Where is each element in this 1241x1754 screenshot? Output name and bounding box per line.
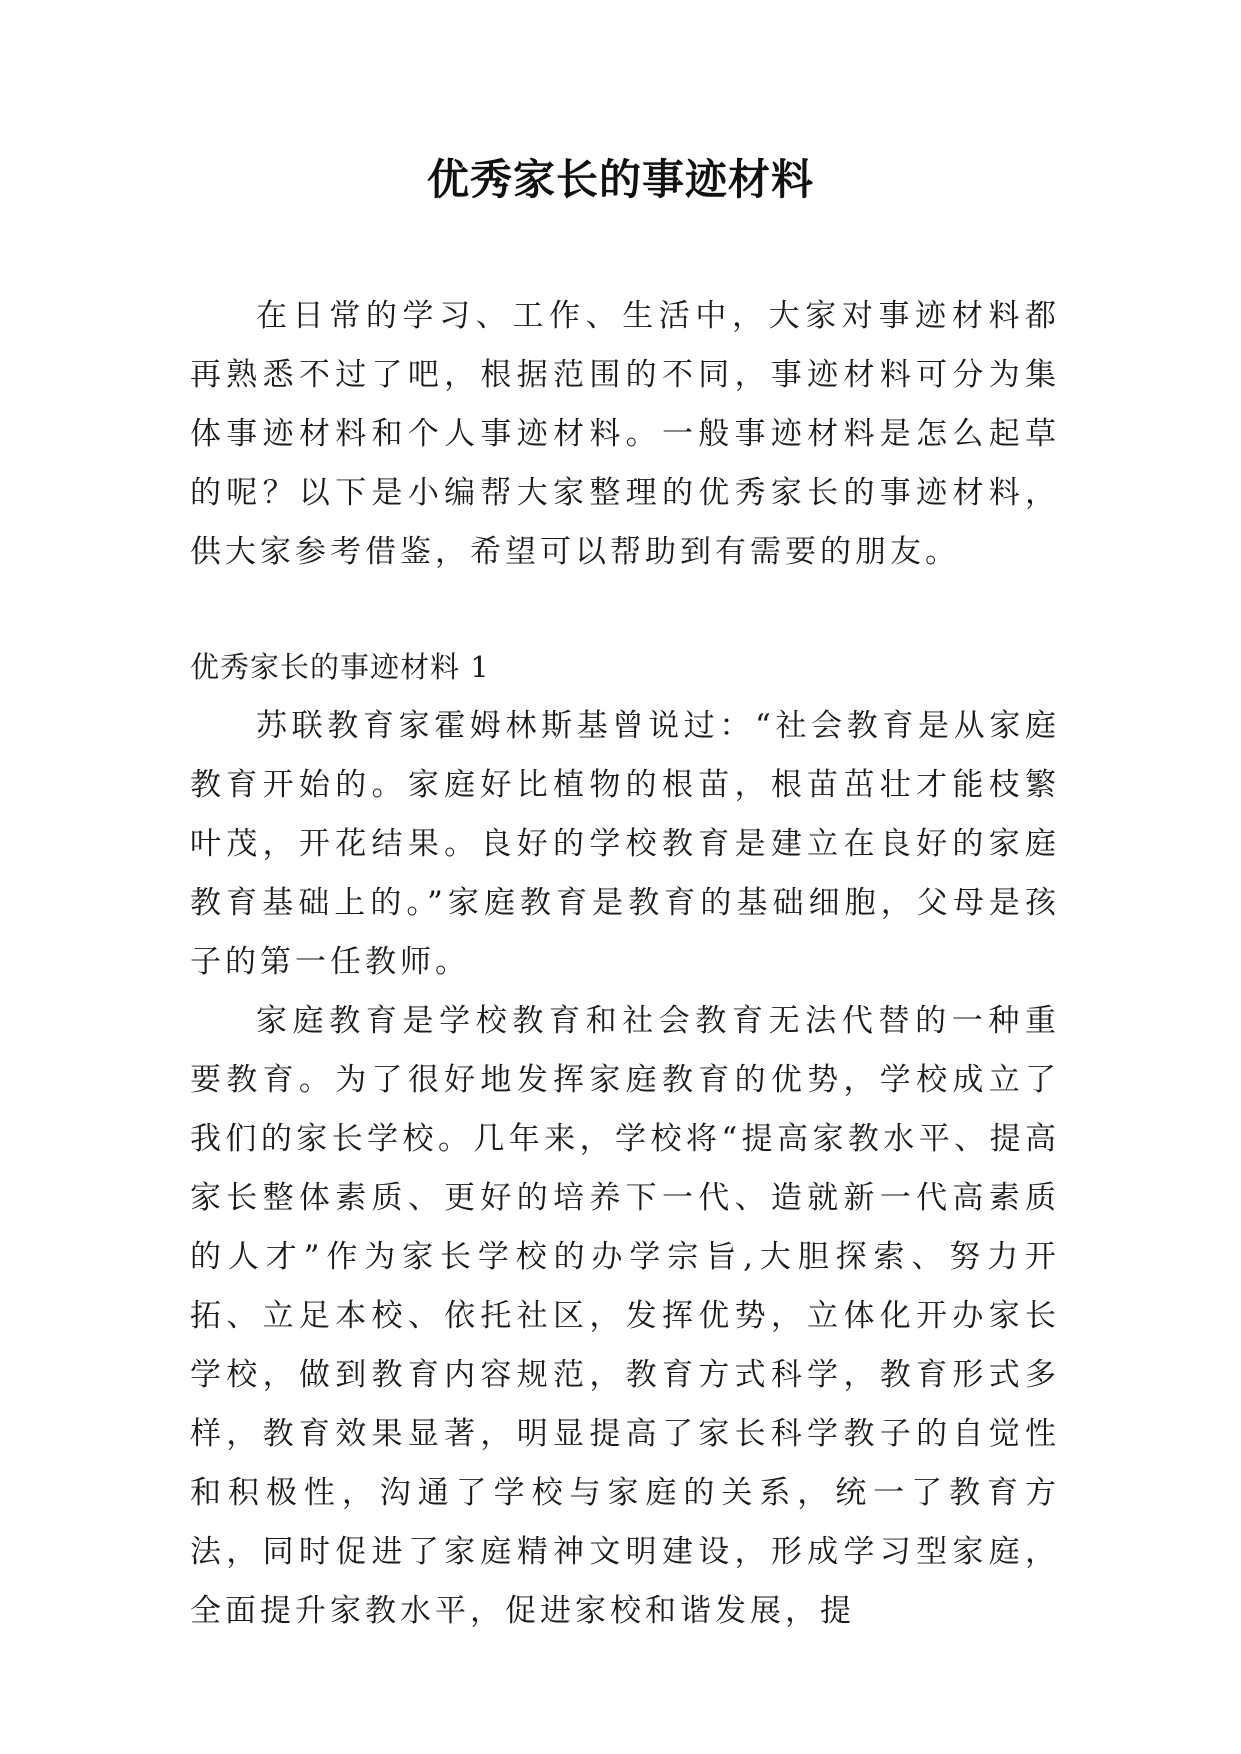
section-heading: 优秀家长的事迹材料 1 [190,650,490,684]
intro-paragraph: 在日常的学习、工作、生活中，大家对事迹材料都再熟悉不过了吧，根据范围的不同，事迹材料可分为集体事迹材料和个人事迹材料。一般事迹材料是怎么起草的呢？以下是小编帮大家整理的优秀家长的事迹材料，供大家参考借鉴，希望可以帮助到有需要的朋友。 [190,298,1060,570]
body-paragraph-1: 苏联教育家霍姆林斯基曾说过：“社会教育是从家庭教育开始的。家庭好比植物的根苗，根苗茁壮才能枝繁叶茂，开花结果。良好的学校教育是建立在良好的家庭教育基础上的。”家庭教育是教育的基础细胞，父母是孩子的第一任教师。 [190,708,1060,980]
document-title: 优秀家长的事迹材料 [426,155,814,204]
body-paragraph-2: 家庭教育是学校教育和社会教育无法代替的一种重要教育。为了很好地发挥家庭教育的优势，学校成立了我们的家长学校。几年来，学校将“提高家教水平、提高家长整体素质、更好的培养下一代、造就新一代高素质的人才”作为家长学校的办学宗旨,大胆探索、努力开拓、立足本校、依托社区，发挥优势，立体化开办家长学校，做到教育内容规范，教育方式科学，教育形式多样，教育效果显著，明显提高了家长科学教子的自觉性和积极性，沟通了学校与家庭的关系，统一了教育方法，同时促进了家庭精神文明建设，形成学习型家庭，全面提升家教水平，促进家校和谐发展，提 [190,1003,1060,1629]
document-body [190,287,1060,1641]
